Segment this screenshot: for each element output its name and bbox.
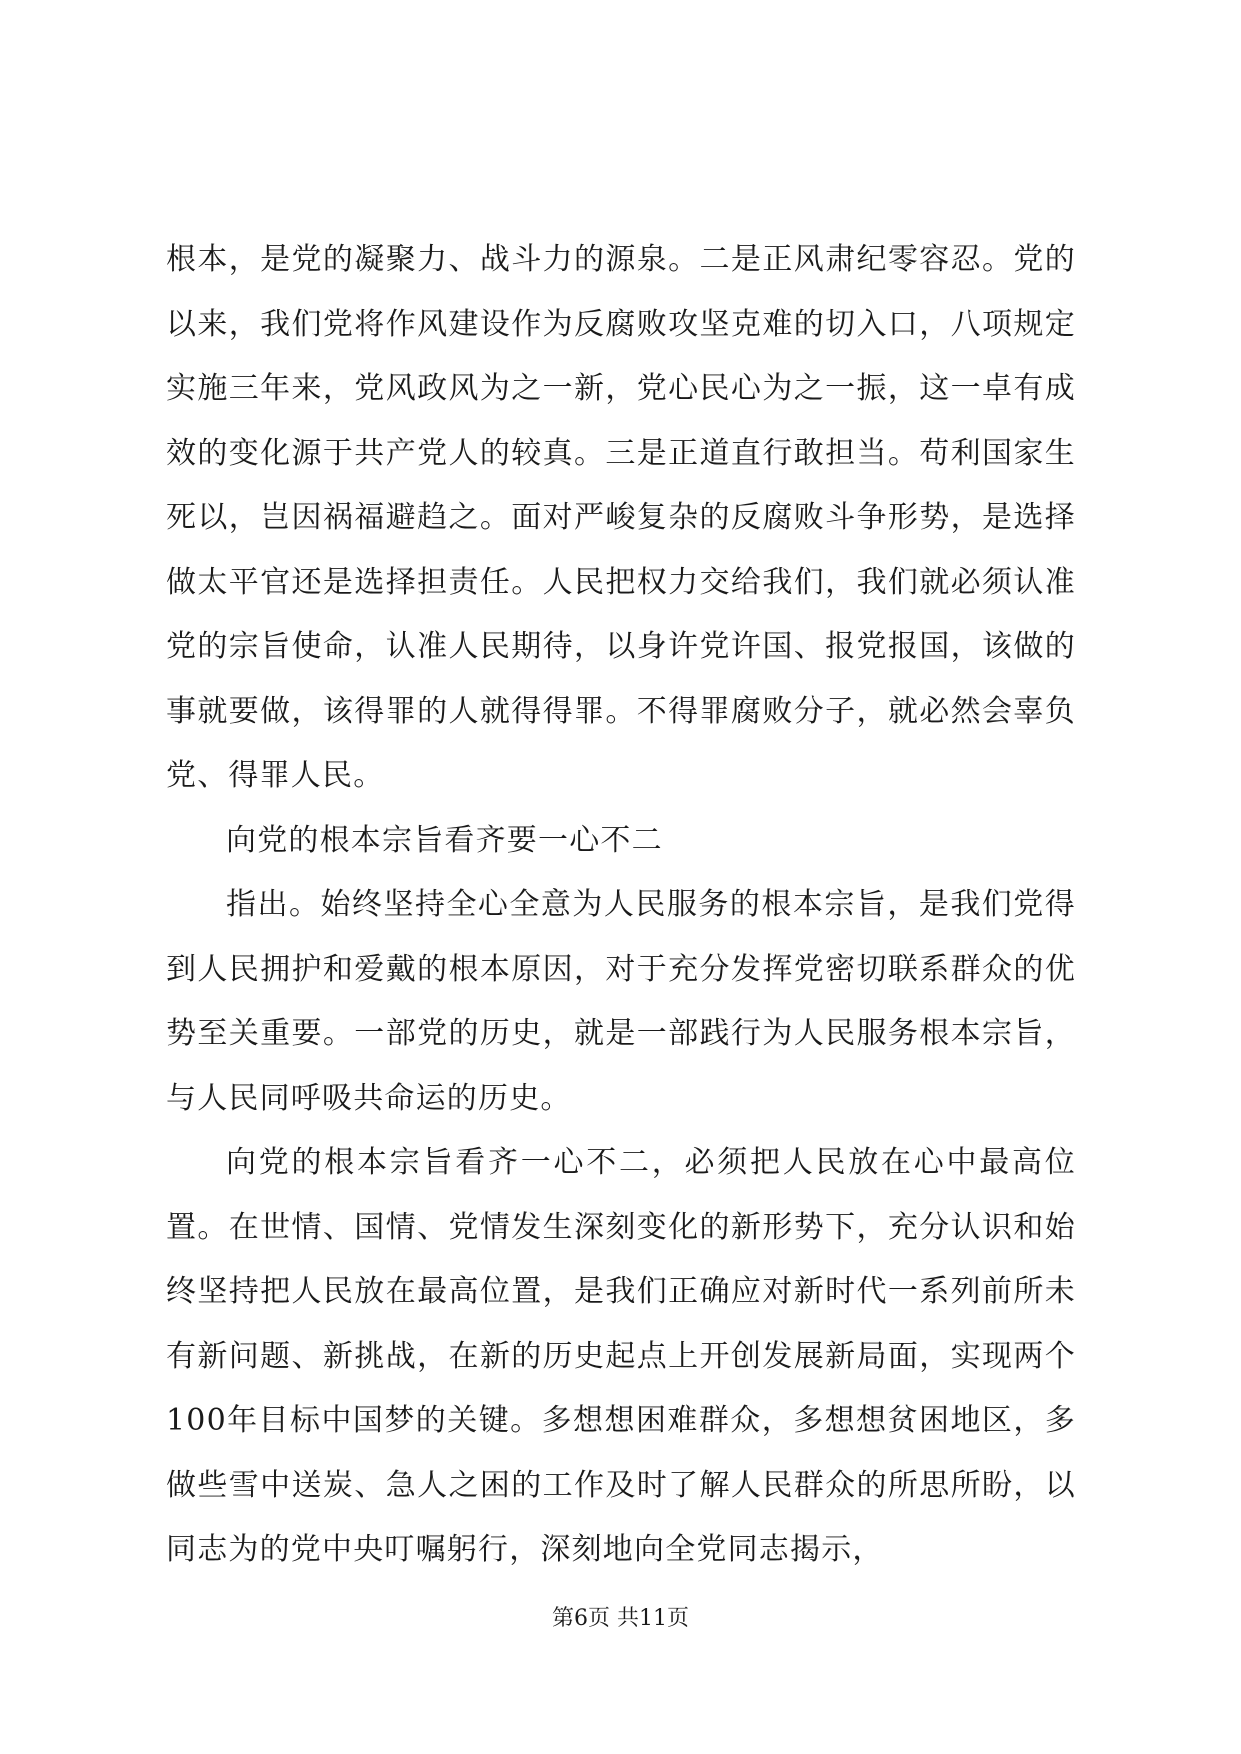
paragraph: 向党的根本宗旨看齐一心不二，必须把人民放在心中最高位置。在世情、国情、党情发生深刻变化的新形势下，充分认识和始终坚持把人民放在最高位置，是我们正确应对新时代一系列前所未有新问题、新挑战，在新的历史起点上开创发展新局面，实现两个100年目标中国梦的关键。多想想困难群众，多想想贫困地区，多做些雪中送炭、急人之困的工作及时了解人民群众的所思所盼，以同志为的党中央叮嘱躬行，深刻地向全党同志揭示， (166, 1145, 1076, 1567)
document-body (166, 228, 1076, 1583)
section-heading: 向党的根本宗旨看齐要一心不二 (226, 822, 663, 858)
paragraph-continued: 根本，是党的凝聚力、战斗力的源泉。二是正风肃纪零容忍。党的以来，我们党将作风建设作为反腐败攻坚克难的切入口，八项规定实施三年来，党风政风为之一新，党心民心为之一振，这一卓有成效的变化源于共产党人的较真。三是正道直行敢担当。苟利国家生死以，岂因祸福避趋之。面对严峻复杂的反腐败斗争形势，是选择做太平官还是选择担责任。人民把权力交给我们，我们就必须认准党的宗旨使命，认准人民期待，以身许党许国、报党报国，该做的事就要做，该得罪的人就得得罪。不得罪腐败分子，就必然会辜负党、得罪人民。 (166, 242, 1076, 793)
page-number-footer: 第6页 共11页 (552, 1606, 689, 1631)
paragraph: 指出。始终坚持全心全意为人民服务的根本宗旨，是我们党得到人民拥护和爱戴的根本原因，对于充分发挥党密切联系群众的优势至关重要。一部党的历史，就是一部践行为人民服务根本宗旨，与人民同呼吸共命运的历史。 (166, 887, 1076, 1116)
